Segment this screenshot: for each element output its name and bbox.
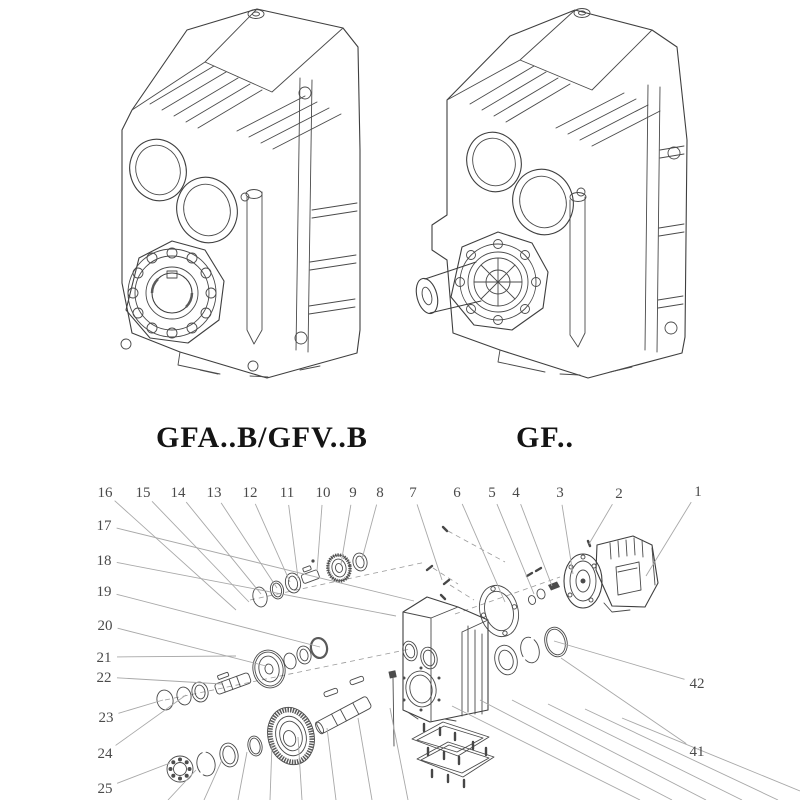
callout-leader-line	[362, 505, 377, 559]
callout-leader-line	[118, 700, 163, 713]
output-shaft	[314, 696, 372, 735]
callout-number: 1	[694, 484, 702, 500]
callout-leader-line	[117, 656, 236, 657]
callout-16	[98, 485, 237, 610]
callout-leader-line	[589, 504, 612, 544]
callout-8	[362, 485, 384, 559]
callout-24	[98, 695, 187, 762]
callout-number: 11	[279, 485, 295, 501]
intermediate-gear	[249, 647, 288, 691]
intermediate-pinion-shaft	[212, 666, 252, 695]
callout-7	[409, 485, 442, 580]
callout-5	[488, 485, 534, 594]
model-label-right: GF..	[516, 421, 574, 454]
callout-1	[646, 484, 702, 576]
callout-leader-line	[118, 628, 266, 666]
bearing-and-rings	[491, 625, 570, 678]
callout-leader-line	[117, 763, 170, 783]
callout-number: 12	[242, 485, 258, 501]
callout-leader-line	[117, 678, 222, 684]
callout-14	[171, 485, 262, 594]
callout-number: 18	[96, 553, 112, 569]
callout-number: 25	[97, 781, 113, 797]
callout-21	[97, 650, 237, 666]
input-gear	[326, 553, 353, 583]
oil-plug-icon	[248, 10, 264, 19]
callout-4	[512, 485, 552, 586]
callout-leader-line	[561, 658, 686, 744]
callout-leader-line	[152, 501, 249, 602]
motor	[564, 536, 658, 612]
callout-number: 13	[206, 485, 222, 501]
callout-leader-line	[341, 505, 351, 564]
callout-number: 41	[689, 744, 705, 760]
callout-leader-line	[554, 641, 685, 679]
callout-number: 4	[512, 485, 520, 501]
callout-18	[97, 553, 397, 616]
offpage-leader-lines	[168, 700, 800, 800]
callout-25	[98, 763, 171, 797]
callout-leader-line	[117, 562, 396, 616]
callout-number: 7	[409, 485, 417, 501]
gear-housing	[401, 595, 488, 722]
callout-leader-line	[117, 594, 320, 647]
callout-9	[341, 485, 357, 564]
callout-number: 6	[453, 485, 461, 501]
callout-number: 3	[556, 485, 564, 501]
callout-leader-line	[116, 695, 186, 745]
callout-number: 22	[96, 670, 112, 686]
callout-number: 16	[97, 485, 113, 501]
callout-42	[554, 641, 705, 692]
callout-number: 10	[315, 485, 331, 501]
hollow-shaft-bearing-face	[126, 241, 224, 343]
callout-number: 21	[96, 650, 112, 666]
right-gearbox-drawing	[413, 9, 687, 379]
output-shaft-assembly	[167, 670, 397, 782]
callout-number: 23	[98, 710, 114, 726]
callout-leader-line	[255, 504, 290, 582]
model-label-left: GFA..B/GFV..B	[156, 421, 368, 454]
callout-number: 42	[689, 676, 705, 692]
callout-6	[453, 485, 505, 602]
intermediate-gear-assembly	[155, 637, 329, 712]
callout-2	[589, 486, 623, 544]
left-gearbox-drawing	[121, 9, 360, 378]
callout-leader-line	[289, 505, 298, 578]
callout-23	[99, 700, 164, 726]
callout-3	[556, 485, 573, 574]
dowel-pin-head	[388, 670, 396, 678]
output-ball-bearing	[167, 756, 193, 782]
callout-leader-line	[221, 503, 277, 588]
callout-41	[561, 658, 705, 760]
callout-leader-line	[462, 504, 505, 602]
callout-leader-line	[497, 504, 534, 594]
callout-number: 17	[96, 518, 112, 534]
callout-number: 14	[170, 485, 186, 501]
callout-number: 8	[376, 485, 384, 501]
solid-shaft-flange-face	[413, 232, 548, 330]
callout-leader-line	[562, 505, 573, 574]
callout-number: 15	[135, 485, 151, 501]
callout-number: 20	[97, 618, 113, 634]
exploded-view	[97, 484, 800, 800]
callout-leader-line	[317, 505, 322, 571]
callout-leader-line	[117, 528, 414, 601]
callout-10	[316, 485, 331, 571]
callout-number: 19	[96, 584, 112, 600]
callout-number: 5	[488, 485, 496, 501]
output-gear	[261, 702, 320, 770]
callout-number: 9	[349, 485, 357, 501]
callout-leader-line	[115, 501, 236, 610]
adapter-flange-ring	[474, 581, 524, 641]
callout-19	[97, 584, 321, 647]
exploded-callouts	[97, 484, 705, 797]
callout-number: 2	[615, 486, 623, 502]
bottom-cover-and-gasket	[412, 722, 494, 787]
callout-leader-line	[646, 502, 691, 576]
callout-number: 24	[97, 746, 113, 762]
callout-20	[98, 618, 267, 666]
